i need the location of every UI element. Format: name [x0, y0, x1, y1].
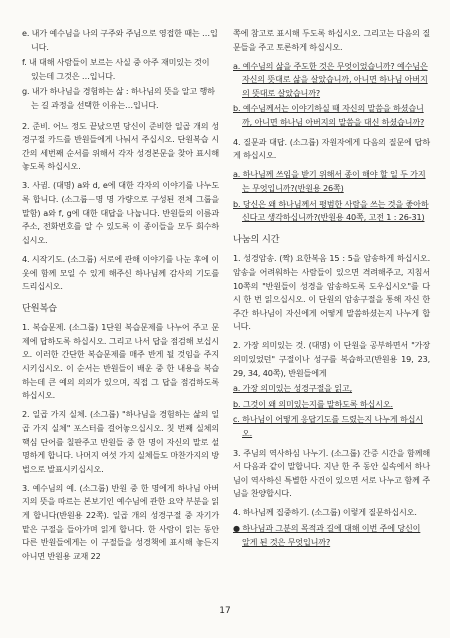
item-e: e. 내가 예수님을 나의 구주와 주님으로 영접한 때는 …입니다.: [22, 28, 218, 52]
sharing-2c: c. 하나님이 어떻게 응답기도를 드렸는지 나누게 하십시오.: [233, 414, 423, 438]
left-column: [22, 27, 219, 569]
step-2-prepare: 2. 준비. 어느 정도 끝났으면 당신이 준비한 일곱 개의 성경구절 카드를 반원들에게 나눠서 주십시오. 단원복습 시간의 세번째 순서를 위해서 각자 성경본문을 찾아 표시해 놓도록 하십시오.: [22, 120, 219, 172]
sharing-4-focus: 4. 하나님께 집중하기. (소그룹) 이렇게 질문하십시오.: [233, 507, 417, 518]
step-3-fellowship: 3. 사귐. (대명) a와 d, e에 대한 각자의 이야기를 나누도록 합니다. (소그룹－명 명 가량으로 구성된 전체 그룹을 말함) a와 f, g에 대한 대답을 나눕니다. 반원들의 이름과 주소, 전화번호를 알 수 있도록 이 종이들을 모두 회수하십시오.: [22, 180, 219, 245]
sharing-3-testimony: 3. 주님의 역사하심 나누기. (소그룹) 간증 시간을 함께해서 다음과 같이 말합니다. 지난 한 주 동안 실속에서 하나님이 역사하신 특별한 사건이 있으면 서로 나누고 함께 주님을 찬양합시다.: [233, 447, 430, 499]
sharing-1-memorization: 1. 성경암송. (짝) 요한복음 15 : 5을 암송하게 하십시오. 암송을 어려워하는 사람들이 있으면 격려해주고, 지침서 10쪽의 "반원들이 성경을 암송하도록 도우십시오"를 다시 한 번 읽으십시오. 이 단원의 암송구절을 통해 자신 한 주간 하나님이 자신에게 어떻게 말씀하셨는지 나누게 합니다.: [233, 253, 430, 332]
review-2-seven-realities: 2. 일곱 가지 실체. (소그룹) "하나님을 경험하는 삶의 일곱 가지 실체" 포스터를 걸어놓으십시오. 칫 번째 실체의 핵심 단어를 칠판주고 반원들 중 한 명이 자신의 말로 설명하게 합니다. 나머지 여섯 가지 실체들도 마찬가지의 방법으로 발표시키십시오.: [22, 409, 219, 474]
review-3-jesus-example: 3. 예수님의 예. (소그룹) 반원 중 한 명에게 하나님 아버지의 뜻을 따르는 본보기인 예수님에 관한 요약 부분을 읽게 합니다(반원용 22쪽). 일곱 개의 성경구절 중 자기가 맡은 구절을 들아가며 읽게 합니다. 한 사람이 읽는 동안 다른 반원들에게는 이 구절들을 성경책에 표시해 놓든지 아니면 반원용 교재 22: [22, 482, 219, 561]
page-number: 17: [219, 606, 231, 616]
section-title-unit-review: 단원복습: [22, 302, 57, 314]
section-title-sharing: 나눔의 시간: [233, 233, 280, 245]
continued-text: 쪽에 참고로 표시해 두도록 하십시오. 그리고는 다음의 질문들을 주고 토론하게 하십시오.: [233, 28, 430, 52]
item-g: g. 내가 하나님을 경험하는 삶 : 하나님의 뜻을 알고 행하는 길 과정을 선택한 이유는…입니다.: [22, 86, 215, 110]
review-1-questions: 1. 복습문제. (소그룹) 1단원 복습문제를 나누어 주고 문제에 답하도록 하십시오. 그리고 나서 답을 점검해 보십시오. 이러한 간단한 복습문제를 매주 반게 될 것임을 주지시키십시오. 이 순서는 반원들이 배운 중 한 내용을 복습하는데 큰 예의 의의가 있으며, 직접 그 답을 점검하도록 하십시오.: [22, 322, 219, 401]
item-f: f. 내 대해 사람들이 보르는 사실 중 아주 재미있는 것이 있는데 그것은 …입니다.: [22, 57, 210, 81]
sharing-4-bullet-question: ● 하나님과 그분의 목적과 길에 대해 이번 주에 당신이 알게 된 것은 무엇입니까?: [233, 523, 421, 547]
sharing-2-most-meaningful: 2. 가장 의미있는 것. (대명) 이 단원을 공부하면서 "가장 의미있었던" 구절이나 성구를 복습하고(반원용 19, 23, 29, 34, 40쪽), 반원들에게: [233, 340, 430, 378]
step-4-opening-prayer: 4. 시작기도. (소그룹) 서로에 관해 이야기를 나눈 후에 이웃에 함께 모일 수 있게 해주신 하나님께 감사의 기도를 드리십시오.: [22, 253, 219, 292]
sharing-2a: a. 가장 의미있는 성경구절을 읽고,: [233, 383, 353, 394]
question-4a: a. 하나님께 쓰임을 받기 위해서 종이 해야 할 일 두 가지는 무엇입니까?(반원용 26쪽): [233, 169, 426, 193]
sharing-2b: b. 그것이 왜 의미있는지를 말하도록 하십시오.: [233, 398, 393, 409]
question-b: b. 예수님께서는 이야기하실 때 자신의 말씀을 하셨습니까, 아니면 하나님 아버지의 말씀을 대신 하셨습니까?: [233, 103, 425, 128]
step-4-qa: 4. 질문과 대답. (소그룹) 자원자에게 다음의 질문에 답하게 하십시오.: [233, 136, 430, 161]
question-4b: b. 당신은 왜 하나님께서 평범한 사람을 쓰는 것을 좋아하신다고 생각하십니까?(반원용 40쪽, 고전 1 : 26-31): [233, 198, 429, 223]
right-column: [233, 27, 430, 551]
question-a: a. 예수님의 삶을 주도한 것은 무엇이었습니까? 예수님은 자신의 뜻대로 삶을 살았습니까, 아니면 하나님 아버지의 뜻대로 살았습니까?: [233, 60, 428, 98]
